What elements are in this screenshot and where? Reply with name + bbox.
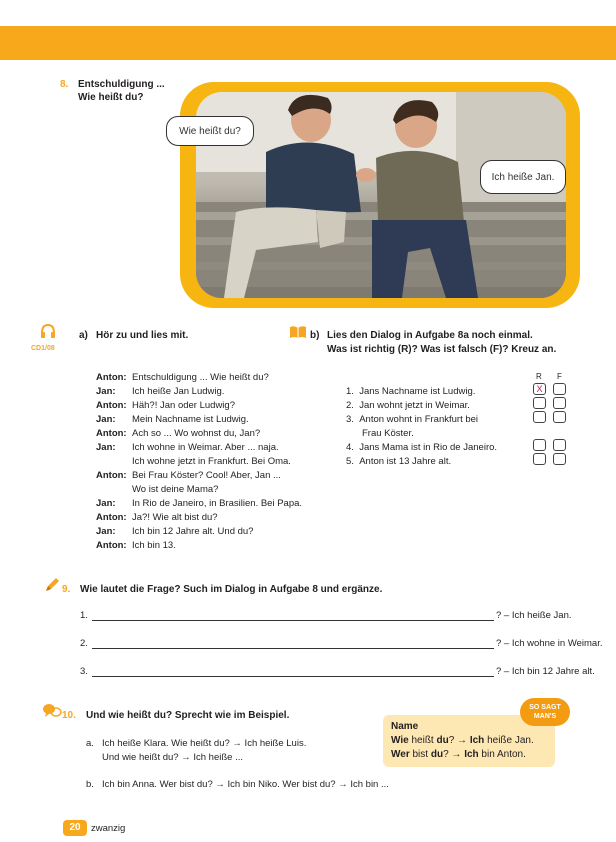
speech-bubble-right: Ich heiße Jan. (480, 160, 566, 194)
ex8a-instruction: Hör zu und lies mit. (96, 330, 189, 341)
speech-bubble-left: Wie heißt du? (166, 116, 254, 146)
checkbox-r-4[interactable] (533, 439, 546, 451)
infobox-word: bin Anton. (478, 749, 526, 760)
statement-number: 1. (346, 386, 354, 397)
dialog-text: Ich wohne jetzt in Frankfurt. Bei Oma. (132, 456, 291, 467)
dialog-speaker: Anton: (96, 540, 127, 551)
statement-text: Jans Mama ist in Rio de Janeiro. (359, 442, 498, 453)
question-number: 3. (80, 666, 88, 677)
book-icon (289, 325, 307, 342)
ex10-b-label: b. (86, 779, 94, 790)
dialog-text: Entschuldigung ... Wie heißt du? (132, 372, 269, 383)
question-answer: ? – Ich bin 12 Jahre alt. (496, 666, 595, 677)
dialog-text: Mein Nachname ist Ludwig. (132, 414, 249, 425)
dialog-text: Ach so ... Wo wohnst du, Jan? (132, 428, 261, 439)
infobox-word: Ich (469, 735, 485, 746)
question-number: 1. (80, 610, 88, 621)
question-row (80, 638, 603, 652)
infobox-line2 (391, 749, 526, 760)
statement-row (346, 385, 475, 399)
statement-row (362, 427, 414, 441)
checkbox-f-2[interactable] (553, 397, 566, 409)
dialog-text: Ich heiße Jan Ludwig. (132, 386, 225, 397)
ex8b-label: b) (310, 330, 320, 341)
checkbox-f-4[interactable] (553, 439, 566, 451)
statement-number: 2. (346, 400, 354, 411)
ex10-b-line: Ich bin Anna. Wer bist du? → Ich bin Niko. Wer bist du? → Ich bin ... (102, 779, 389, 790)
speech-bubbles-icon (42, 703, 62, 722)
dialog-speaker: Anton: (96, 512, 127, 523)
dialog-text: Ich bin 13. (132, 540, 176, 551)
infobox-word: bist (409, 749, 431, 760)
infobox-word: Ich (464, 749, 479, 760)
dialog-speaker: Anton: (96, 470, 127, 481)
dialog-text: Bei Frau Köster? Cool! Aber, Jan ... (132, 470, 281, 481)
statement-text: Anton ist 13 Jahre alt. (359, 456, 452, 467)
question-row (80, 666, 595, 680)
ex8b-instruction-line1: Lies den Dialog in Aufgabe 8a noch einmal. (327, 330, 533, 341)
ex9-instruction: Wie lautet die Frage? Such im Dialog in Aufgabe 8 und ergänze. (80, 584, 383, 595)
statement-text: Jan wohnt jetzt in Weimar. (359, 400, 470, 411)
ex10-number: 10. (62, 710, 76, 721)
statement-number: 3. (346, 414, 354, 425)
dialog-speaker: Jan: (96, 414, 116, 425)
badge-text-line2: MAN'S (533, 713, 557, 720)
question-answer: ? – Ich heiße Jan. (496, 610, 572, 621)
checkbox-f-5[interactable] (553, 453, 566, 465)
ex8a-label: a) (79, 330, 88, 341)
question-number: 2. (80, 638, 88, 649)
dialog-speaker: Jan: (96, 498, 116, 509)
answer-blank-line[interactable] (92, 620, 494, 621)
checkbox-r-1[interactable]: X (533, 383, 546, 395)
statement-text: Frau Köster. (362, 428, 414, 439)
statement-row (346, 399, 470, 413)
dialog-speaker: Anton: (96, 372, 127, 383)
infobox-title: Name (391, 721, 419, 732)
statement-row (346, 441, 497, 455)
infobox-line1 (391, 735, 534, 746)
statement-row (346, 413, 478, 427)
dialog-speaker: Jan: (96, 442, 116, 453)
statement-text: Jans Nachname ist Ludwig. (359, 386, 476, 397)
ex8-title-line1: Entschuldigung ... (78, 79, 165, 90)
dialog-text: Ich wohne in Weimar. Aber ... naja. (132, 442, 279, 453)
dialog-text: Häh?! Jan oder Ludwig? (132, 400, 235, 411)
ex10-a-line1: Ich heiße Klara. Wie heißt du? → Ich heiße Luis. (102, 738, 307, 749)
dialog-speaker: Jan: (96, 526, 116, 537)
infobox-word: heißt (408, 735, 437, 746)
infobox-word: Wer (391, 749, 410, 760)
infobox-word: heiße Jan. (484, 735, 534, 746)
dialog-text: In Rio de Janeiro, in Brasilien. Bei Papa. (132, 498, 303, 509)
statement-row (346, 455, 451, 469)
statement-number: 4. (346, 442, 354, 453)
column-f-label: F (557, 372, 562, 381)
ex9-number: 9. (62, 584, 71, 595)
dialog-speaker: Anton: (96, 428, 127, 439)
top-banner (0, 26, 616, 60)
page-word: zwanzig (91, 823, 126, 834)
column-r-label: R (536, 372, 542, 381)
infobox-word: du (436, 735, 449, 746)
badge-text-line1: SO SAGT (529, 704, 561, 711)
question-row (80, 610, 572, 624)
dialog-text: Wo ist deine Mama? (132, 484, 219, 495)
infobox-word: Wie (391, 735, 409, 746)
infobox-word: ? → (448, 735, 470, 746)
answer-blank-line[interactable] (92, 648, 494, 649)
dialog-text: Ich bin 12 Jahre alt. Und du? (132, 526, 254, 537)
checkbox-f-1[interactable] (553, 383, 566, 395)
answer-blank-line[interactable] (92, 676, 494, 677)
infobox-word: ? → (443, 749, 465, 760)
headphones-icon (40, 323, 56, 342)
page-number: 20 (63, 820, 87, 836)
checkbox-r-2[interactable] (533, 397, 546, 409)
ex10-instruction: Und wie heißt du? Sprecht wie im Beispiel. (86, 710, 290, 721)
checkbox-r-3[interactable] (533, 411, 546, 423)
checkbox-r-5[interactable] (533, 453, 546, 465)
statement-text: Anton wohnt in Frankfurt bei (359, 414, 479, 425)
dialog-text: Ja?! Wie alt bist du? (132, 512, 218, 523)
ex8-title-line2: Wie heißt du? (78, 92, 144, 103)
audio-track-code: CD1/08 (31, 345, 55, 352)
pencil-icon (44, 577, 60, 596)
ex10-a-label: a. (86, 738, 94, 749)
dialog-speaker: Jan: (96, 386, 116, 397)
ex8b-instruction-line2: Was ist richtig (R)? Was ist falsch (F)? Kreuz an. (327, 344, 557, 355)
ex10-a-line2: Und wie heißt du? → Ich heiße ... (102, 752, 243, 763)
question-answer: ? – Ich wohne in Weimar. (496, 638, 603, 649)
ex8-number: 8. (60, 79, 69, 90)
dialog-speaker: Anton: (96, 400, 127, 411)
infobox-word: du (430, 749, 444, 760)
statement-number: 5. (346, 456, 354, 467)
checkbox-f-3[interactable] (553, 411, 566, 423)
